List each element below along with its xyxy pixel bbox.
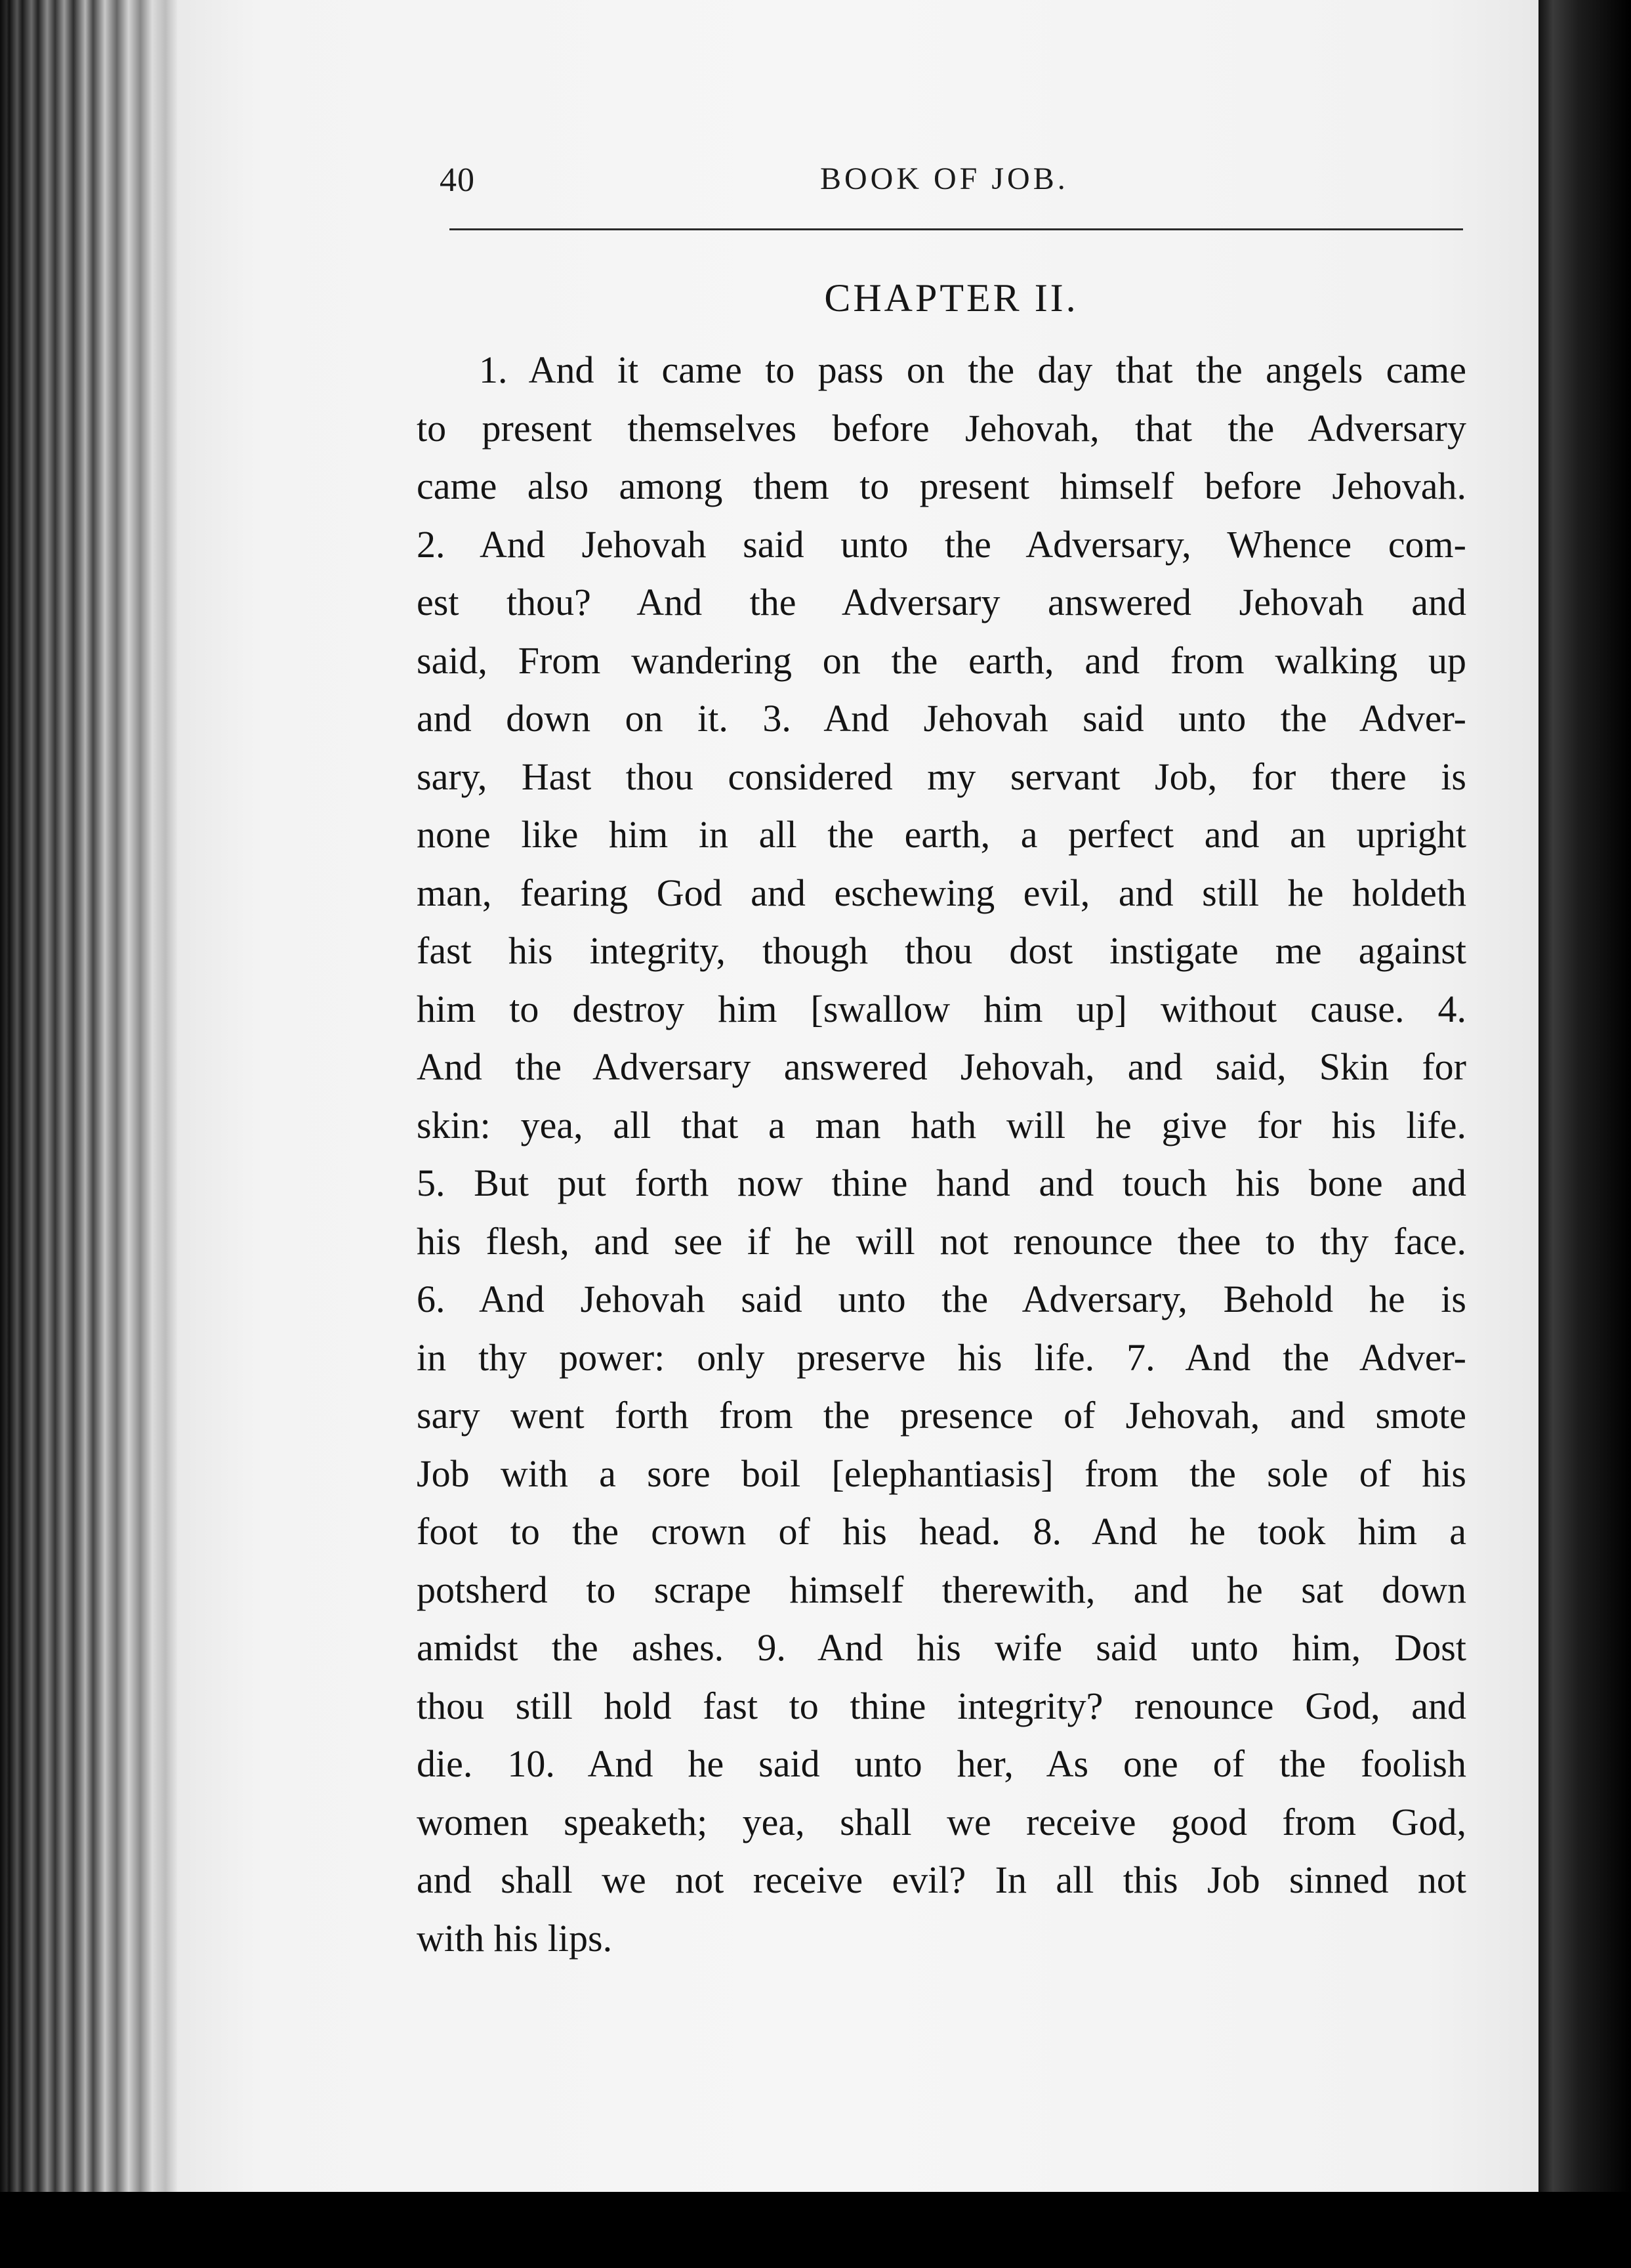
text-line: thou still hold fast to thine integrity? renounce God, and [417, 1684, 1466, 1727]
text-line: man, fearing God and eschewing evil, and still he holdeth [417, 871, 1466, 914]
text-line: him to destroy him [swallow him up] without cause. 4. [417, 987, 1466, 1030]
text-line: in thy power: only preserve his life. 7. And the Adver- [417, 1335, 1466, 1379]
running-title: BOOK OF JOB. [820, 161, 1069, 196]
text-line: amidst the ashes. 9. And his wife said unto him, Dost [417, 1626, 1466, 1669]
text-line: skin: yea, all that a man hath will he give for his life. [417, 1103, 1466, 1146]
page-number: 40 [440, 161, 475, 199]
text-line: sary, Hast thou considered my servant Job, for there is [417, 755, 1466, 798]
text-line: his flesh, and see if he will not renounce thee to thy face. [417, 1219, 1466, 1263]
text-line: 1. And it came to pass on the day that the angels came [479, 348, 1466, 391]
text-line: sary went forth from the presence of Jehovah, and smote [417, 1394, 1466, 1437]
chapter-text [417, 341, 1466, 1982]
text-line: with his lips. [417, 1916, 613, 1960]
text-line: 2. And Jehovah said unto the Adversary, Whence com- [417, 522, 1466, 566]
text-line: die. 10. And he said unto her, As one of the foolish [417, 1742, 1466, 1785]
text-line: fast his integrity, though thou dost instigate me against [417, 929, 1466, 972]
text-line: to present themselves before Jehovah, that the Adversary [417, 406, 1466, 450]
text-line: And the Adversary answered Jehovah, and said, Skin for [417, 1045, 1466, 1088]
text-line: Job with a sore boil [elephantiasis] from the sole of his [417, 1452, 1466, 1495]
text-line: said, From wandering on the earth, and from walking up [417, 639, 1466, 682]
text-line: foot to the crown of his head. 8. And he took him a [417, 1510, 1466, 1553]
text-line: came also among them to present himself before Jehovah. [417, 465, 1466, 507]
text-line: and shall we not receive evil? In all this Job sinned not [417, 1858, 1466, 1901]
text-line: est thou? And the Adversary answered Jehovah and [417, 581, 1466, 623]
text-line: 5. But put forth now thine hand and touch his bone and [417, 1162, 1466, 1204]
text-line: and down on it. 3. And Jehovah said unto the Adver- [417, 697, 1466, 740]
running-header [440, 161, 1463, 213]
text-line: potsherd to scrape himself therewith, and he sat down [417, 1568, 1466, 1611]
bottom-margin [0, 2192, 1631, 2268]
book-page-edges [0, 0, 177, 2192]
header-rule [449, 228, 1463, 230]
text-line: 6. And Jehovah said unto the Adversary, Behold he is [417, 1278, 1466, 1320]
text-line: none like him in all the earth, a perfect and an upright [417, 813, 1466, 856]
right-book-edge [1538, 0, 1631, 2268]
chapter-heading: CHAPTER II. [824, 276, 1079, 320]
text-line: women speaketh; yea, shall we receive good from God, [417, 1800, 1466, 1843]
